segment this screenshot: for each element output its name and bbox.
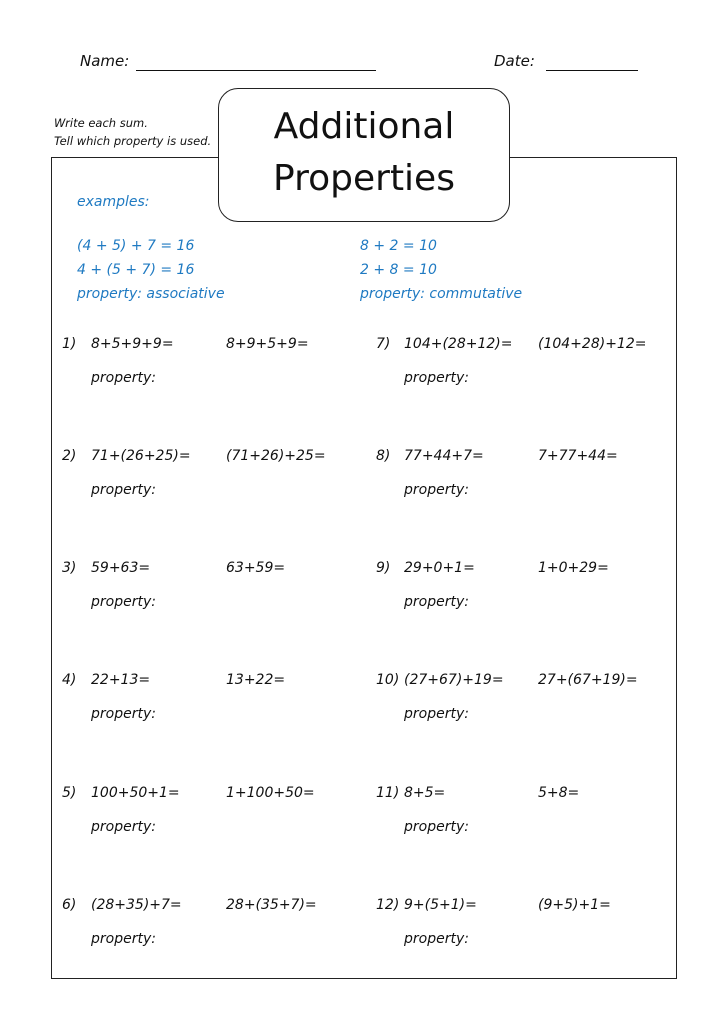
problem-expression-alt: 8+9+5+9= — [226, 336, 309, 352]
problem-expression-alt: 5+8= — [538, 785, 580, 801]
problem-expression: 22+13= — [91, 672, 151, 688]
name-line[interactable] — [136, 70, 376, 71]
problem-expression: (28+35)+7= — [91, 897, 182, 913]
problem-number: 7) — [376, 336, 391, 352]
problem-expression: 8+5= — [404, 785, 446, 801]
problem-expression: 77+44+7= — [404, 448, 484, 464]
title-line-1: Additional — [273, 106, 455, 147]
problem-expression: (27+67)+19= — [404, 672, 504, 688]
problem-number: 1) — [62, 336, 77, 352]
problem-expression-alt: 28+(35+7)= — [226, 897, 317, 913]
example-left-line-2: 4 + (5 + 7) = 16 — [77, 262, 195, 278]
problem-expression-alt: (9+5)+1= — [538, 897, 611, 913]
problem-number: 3) — [62, 560, 77, 576]
property-label: property: — [404, 819, 469, 835]
problem-number: 6) — [62, 897, 77, 913]
problem-expression-alt: 1+0+29= — [538, 560, 609, 576]
example-left-property: property: associative — [77, 286, 225, 302]
examples-heading: examples: — [77, 194, 150, 210]
problem-expression: 104+(28+12)= — [404, 336, 513, 352]
example-right-line-2: 2 + 8 = 10 — [360, 262, 437, 278]
date-label: Date: — [494, 52, 535, 70]
problem-number: 4) — [62, 672, 77, 688]
property-label: property: — [404, 370, 469, 386]
example-left-line-1: (4 + 5) + 7 = 16 — [77, 238, 195, 254]
property-label: property: — [404, 706, 469, 722]
example-right-property: property: commutative — [360, 286, 523, 302]
property-label: property: — [91, 370, 156, 386]
problem-expression-alt: (71+26)+25= — [226, 448, 326, 464]
property-label: property: — [91, 482, 156, 498]
property-label: property: — [91, 931, 156, 947]
problem-expression: 100+50+1= — [91, 785, 180, 801]
example-right-line-1: 8 + 2 = 10 — [360, 238, 437, 254]
problem-expression: 9+(5+1)= — [404, 897, 477, 913]
instruction-line-2: Tell which property is used. — [54, 134, 212, 148]
title-box — [218, 88, 510, 222]
property-label: property: — [404, 594, 469, 610]
problem-expression: 8+5+9+9= — [91, 336, 174, 352]
problem-number: 11) — [376, 785, 400, 801]
problem-number: 8) — [376, 448, 391, 464]
problem-expression-alt: 1+100+50= — [226, 785, 315, 801]
title-line-2: Properties — [273, 158, 455, 199]
instruction-line-1: Write each sum. — [54, 116, 148, 130]
property-label: property: — [91, 594, 156, 610]
problem-expression-alt: 13+22= — [226, 672, 286, 688]
problem-number: 2) — [62, 448, 77, 464]
name-label: Name: — [80, 52, 130, 70]
problem-expression-alt: 27+(67+19)= — [538, 672, 638, 688]
date-line[interactable] — [546, 70, 638, 71]
property-label: property: — [91, 706, 156, 722]
instructions — [54, 114, 211, 150]
problem-expression-alt: 7+77+44= — [538, 448, 618, 464]
problem-number: 10) — [376, 672, 400, 688]
problem-expression-alt: 63+59= — [226, 560, 286, 576]
property-label: property: — [404, 482, 469, 498]
problem-expression-alt: (104+28)+12= — [538, 336, 647, 352]
problem-number: 12) — [376, 897, 400, 913]
problem-expression: 59+63= — [91, 560, 151, 576]
property-label: property: — [404, 931, 469, 947]
property-label: property: — [91, 819, 156, 835]
problem-expression: 71+(26+25)= — [91, 448, 191, 464]
problem-number: 9) — [376, 560, 391, 576]
problem-expression: 29+0+1= — [404, 560, 475, 576]
problem-number: 5) — [62, 785, 77, 801]
